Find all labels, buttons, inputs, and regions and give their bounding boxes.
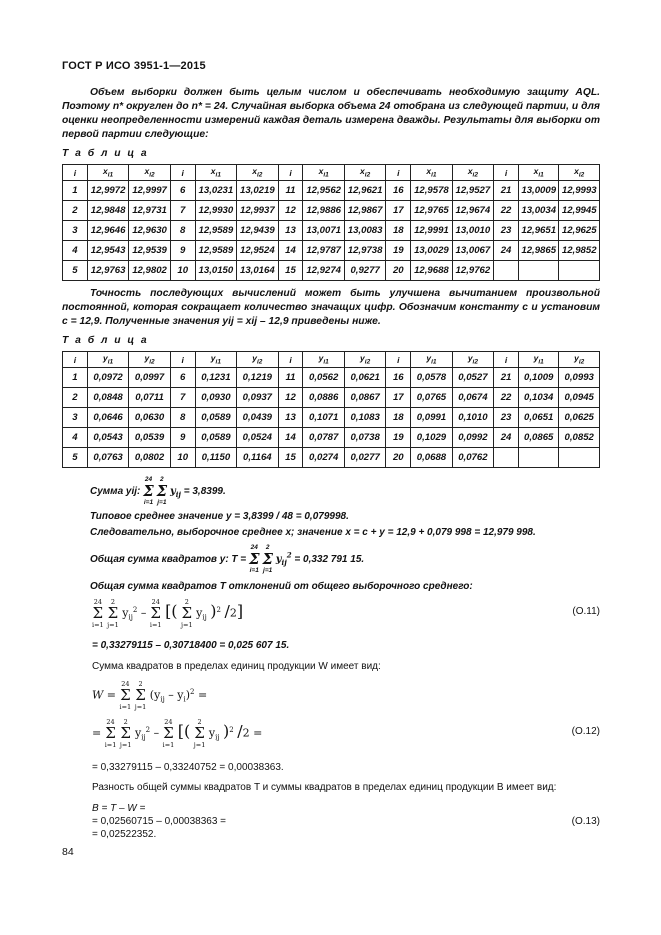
table2-header-row bbox=[63, 352, 600, 368]
table2-header-cell: i bbox=[170, 352, 195, 368]
table1-cell: 13,0009 bbox=[519, 181, 559, 201]
table1-cell: 2 bbox=[63, 201, 88, 221]
table1-cell: 7 bbox=[170, 201, 195, 221]
table2-row bbox=[63, 428, 600, 448]
table1-cell: 10 bbox=[170, 261, 195, 281]
table1-cell: 12,9589 bbox=[195, 221, 236, 241]
table1-cell: 23 bbox=[494, 221, 519, 241]
eq12-expression-2: = 24 Σ i=1 2 Σ j=1 $y_{ij}^2$ – 24 Σ i=1 [( 2 Σ j=1 $y_{ij}$ )$^2$ /2 = (O.12) bbox=[92, 718, 600, 749]
table2-cell: 18 bbox=[386, 408, 411, 428]
total-sq-sum-inner: 2 Σ j=1 bbox=[262, 544, 273, 574]
table1-header-cell: $x_{i2}$ bbox=[129, 165, 170, 181]
table1-cell: 13,0029 bbox=[411, 241, 452, 261]
table2-cell: 20 bbox=[386, 448, 411, 468]
table1-cell: 9 bbox=[170, 241, 195, 261]
table2-cell: 0,0992 bbox=[452, 428, 493, 448]
table2-cell: 0,0848 bbox=[87, 388, 128, 408]
table1-cell: 24 bbox=[494, 241, 519, 261]
page-header: ГОСТ Р ИСО 3951-1—2015 bbox=[62, 60, 206, 72]
table2-cell: 0,0993 bbox=[559, 368, 600, 388]
table1-cell: 12,9762 bbox=[452, 261, 493, 281]
table2-cell: 0,0865 bbox=[519, 428, 559, 448]
table2-cell bbox=[559, 448, 600, 468]
table1-row bbox=[63, 221, 600, 241]
table2-cell: 0,1164 bbox=[237, 448, 278, 468]
eq13-number: (O.13) bbox=[571, 816, 600, 827]
eq11-number: (O.11) bbox=[572, 606, 600, 617]
table2-cell: 0,0852 bbox=[559, 428, 600, 448]
table2-header-cell: $y_{i1}$ bbox=[195, 352, 236, 368]
table2-cell: 0,0630 bbox=[129, 408, 170, 428]
table2-header-cell: $y_{i2}$ bbox=[559, 352, 600, 368]
table1-cell: 12,9852 bbox=[559, 241, 600, 261]
table2-cell: 0,1150 bbox=[195, 448, 236, 468]
table1-cell: 13,0067 bbox=[452, 241, 493, 261]
table2-cell: 10 bbox=[170, 448, 195, 468]
table1-cell: 12,9993 bbox=[559, 181, 600, 201]
table2-cell: 0,0589 bbox=[195, 428, 236, 448]
table2-cell: 0,1083 bbox=[344, 408, 385, 428]
table1-caption: Т а б л и ц а bbox=[62, 148, 149, 159]
table1-cell: 20 bbox=[386, 261, 411, 281]
table2-cell: 0,0621 bbox=[344, 368, 385, 388]
sum-symbol-inner: 2 Σ j=1 bbox=[156, 476, 168, 506]
table2-cell: 12 bbox=[278, 388, 303, 408]
table1-header-cell: $x_{i1}$ bbox=[87, 165, 128, 181]
sum-formula: Сумма yij: 24 Σ i=1 2 Σ j=1 $y_{ij} = 3,8399$. bbox=[90, 476, 226, 506]
table1-cell: 6 bbox=[170, 181, 195, 201]
table1-cell: 13,0164 bbox=[237, 261, 278, 281]
table2-cell: 0,0646 bbox=[87, 408, 128, 428]
table2-cell: 15 bbox=[278, 448, 303, 468]
table2-cell: 0,0738 bbox=[344, 428, 385, 448]
sum-label: Сумма yij: bbox=[90, 486, 141, 498]
table2-cell: 0,0274 bbox=[303, 448, 344, 468]
table2-cell: 5 bbox=[63, 448, 88, 468]
table1-header-cell: $x_{i2}$ bbox=[344, 165, 385, 181]
table1-cell: 13,0010 bbox=[452, 221, 493, 241]
table1-header-cell: i bbox=[170, 165, 195, 181]
table2-cell: 3 bbox=[63, 408, 88, 428]
middle-paragraph: Точность последующих вычислений может быть улучшена вычитанием произвольной постоянной, которая сокращает количество значащих цифр. Обозначим константу с и установим с = 12,9. Полученные значения yij = xij – 12,9 приведены ниже. bbox=[62, 288, 600, 327]
table2-cell: 8 bbox=[170, 408, 195, 428]
table1-cell: 12,9886 bbox=[303, 201, 344, 221]
table1-cell: 12,9930 bbox=[195, 201, 236, 221]
table2-cell: 0,0524 bbox=[237, 428, 278, 448]
table2-cell: 0,1071 bbox=[303, 408, 344, 428]
eq13-line2: = 0,02560715 – 0,00038363 = bbox=[92, 816, 227, 827]
table1-cell: 15 bbox=[278, 261, 303, 281]
table1-header-cell: i bbox=[386, 165, 411, 181]
table2-cell: 0,0625 bbox=[559, 408, 600, 428]
table2-cell: 9 bbox=[170, 428, 195, 448]
table2-cell: 0,0972 bbox=[87, 368, 128, 388]
table1-cell: 12,9527 bbox=[452, 181, 493, 201]
table2-cell: 0,0763 bbox=[87, 448, 128, 468]
table1-cell: 12,9991 bbox=[411, 221, 452, 241]
table2-cell: 0,0589 bbox=[195, 408, 236, 428]
table1-cell: 12,9731 bbox=[129, 201, 170, 221]
table2-cell: 19 bbox=[386, 428, 411, 448]
table1-cell: 0,9277 bbox=[344, 261, 385, 281]
within-label: Сумма квадратов в пределах единиц продукции W имеет вид: bbox=[92, 661, 381, 672]
table2-cell: 0,0930 bbox=[195, 388, 236, 408]
table1-cell: 12,9539 bbox=[129, 241, 170, 261]
total-sq-formula: Общая сумма квадратов y: T = 24 Σ i=1 2 Σ j=1 $y_{ij}^2 = 0,332$ 791 15. bbox=[90, 544, 365, 574]
table1-cell: 12,9625 bbox=[559, 221, 600, 241]
table1-cell: 12,9848 bbox=[87, 201, 128, 221]
table1-cell: 22 bbox=[494, 201, 519, 221]
table1-header-cell: $x_{i2}$ bbox=[237, 165, 278, 181]
table2-cell: 16 bbox=[386, 368, 411, 388]
table2-cell: 0,1219 bbox=[237, 368, 278, 388]
between-label: Разность общей суммы квадратов T и суммы квадратов в пределах единиц продукции B имеет вид: bbox=[92, 782, 557, 793]
table2-header-cell: $y_{i1}$ bbox=[411, 352, 452, 368]
table2-cell: 0,0886 bbox=[303, 388, 344, 408]
table2-row bbox=[63, 408, 600, 428]
table1-cell: 12,9997 bbox=[129, 181, 170, 201]
table1-cell bbox=[494, 261, 519, 281]
table2-cell bbox=[494, 448, 519, 468]
eq11-expression: 24 Σ i=1 2 Σ j=1 $y_{ij}^2$ – 24 Σ i=1 [( 2 Σ j=1 $y_{ij}$ )$^2$ /2] (O.11) bbox=[92, 598, 600, 629]
table1-cell: 3 bbox=[63, 221, 88, 241]
table2-cell: 0,0651 bbox=[519, 408, 559, 428]
total-sq-value: = 0,332 791 15. bbox=[294, 554, 365, 566]
table1-cell: 12,9524 bbox=[237, 241, 278, 261]
table1-cell: 1 bbox=[63, 181, 88, 201]
table2-cell: 14 bbox=[278, 428, 303, 448]
table2-cell: 0,0762 bbox=[452, 448, 493, 468]
table1-row bbox=[63, 181, 600, 201]
table1-cell: 12,9646 bbox=[87, 221, 128, 241]
table1-cell: 19 bbox=[386, 241, 411, 261]
eq13-line3: = 0,02522352. bbox=[92, 829, 157, 840]
table1-cell: 11 bbox=[278, 181, 303, 201]
table1-header-cell: $x_{i2}$ bbox=[559, 165, 600, 181]
table2-row bbox=[63, 448, 600, 468]
table1-header-cell: i bbox=[278, 165, 303, 181]
table2-row bbox=[63, 388, 600, 408]
table2-header-cell: $y_{i1}$ bbox=[519, 352, 559, 368]
table2-header-cell: $y_{i1}$ bbox=[303, 352, 344, 368]
table1-cell: 12,9674 bbox=[452, 201, 493, 221]
table1-cell: 16 bbox=[386, 181, 411, 201]
eq12-number: (O.12) bbox=[571, 726, 600, 737]
table2-cell: 0,0802 bbox=[129, 448, 170, 468]
table2-cell: 2 bbox=[63, 388, 88, 408]
table1-cell: 13 bbox=[278, 221, 303, 241]
table2-cell: 0,1231 bbox=[195, 368, 236, 388]
table1 bbox=[62, 164, 600, 281]
table1-cell bbox=[519, 261, 559, 281]
table2-cell: 0,0711 bbox=[129, 388, 170, 408]
table1-cell: 12,9578 bbox=[411, 181, 452, 201]
table2-cell: 0,0997 bbox=[129, 368, 170, 388]
table2-cell: 0,0439 bbox=[237, 408, 278, 428]
table2-header-cell: $y_{i1}$ bbox=[87, 352, 128, 368]
sum-symbol-outer: 24 Σ i=1 bbox=[143, 476, 154, 506]
table2-cell: 0,0527 bbox=[452, 368, 493, 388]
table1-cell: 12,9630 bbox=[129, 221, 170, 241]
table2 bbox=[62, 351, 600, 468]
table1-cell bbox=[559, 261, 600, 281]
table2-header-cell: $y_{i2}$ bbox=[452, 352, 493, 368]
table2-cell: 0,1034 bbox=[519, 388, 559, 408]
table2-cell: 1 bbox=[63, 368, 88, 388]
table1-cell: 12,9688 bbox=[411, 261, 452, 281]
table2-row bbox=[63, 368, 600, 388]
intro-paragraph: Объем выборки должен быть целым числом и обеспечивать необходимую защиту AQL. Поэтому n* округлен до n* = 24. Случайная выборка объема 24 отобрана из следующей партии, и для оценки неопределенности измерений каждая деталь измерена дважды. Результаты для выборки от первой партии следующие: bbox=[62, 87, 600, 140]
table2-cell: 6 bbox=[170, 368, 195, 388]
table1-cell: 13,0219 bbox=[237, 181, 278, 201]
document-body bbox=[62, 86, 600, 841]
table2-header-cell: $y_{i2}$ bbox=[129, 352, 170, 368]
table1-cell: 13,0034 bbox=[519, 201, 559, 221]
eq13-line1: B = T – W = bbox=[92, 803, 146, 814]
table1-row bbox=[63, 201, 600, 221]
table1-cell: 12,9738 bbox=[344, 241, 385, 261]
table2-cell: 21 bbox=[494, 368, 519, 388]
table1-cell: 12,9621 bbox=[344, 181, 385, 201]
table1-row bbox=[63, 241, 600, 261]
table1-cell: 12,9945 bbox=[559, 201, 600, 221]
table1-cell: 21 bbox=[494, 181, 519, 201]
table1-cell: 12,9274 bbox=[303, 261, 344, 281]
table1-cell: 12,9787 bbox=[303, 241, 344, 261]
table2-cell: 0,0578 bbox=[411, 368, 452, 388]
table1-cell: 12,9543 bbox=[87, 241, 128, 261]
eq13-block bbox=[92, 802, 600, 841]
table1-cell: 12,9562 bbox=[303, 181, 344, 201]
table2-cell: 0,1010 bbox=[452, 408, 493, 428]
table1-cell: 4 bbox=[63, 241, 88, 261]
table2-cell: 17 bbox=[386, 388, 411, 408]
table2-cell: 22 bbox=[494, 388, 519, 408]
table2-cell: 23 bbox=[494, 408, 519, 428]
table2-header-cell: $y_{i2}$ bbox=[344, 352, 385, 368]
table1-cell: 13,0083 bbox=[344, 221, 385, 241]
table1-header-cell: $x_{i1}$ bbox=[519, 165, 559, 181]
table1-cell: 12,9802 bbox=[129, 261, 170, 281]
table2-cell: 7 bbox=[170, 388, 195, 408]
table1-cell: 12 bbox=[278, 201, 303, 221]
table1-header-cell: i bbox=[63, 165, 88, 181]
table2-cell: 4 bbox=[63, 428, 88, 448]
table1-cell: 12,9937 bbox=[237, 201, 278, 221]
table1-cell: 12,9651 bbox=[519, 221, 559, 241]
eq12-result: = 0,33279115 – 0,33240752 = 0,00038363. bbox=[92, 762, 284, 773]
eq12-expression-1: W = 24 Σ i=1 2 Σ j=1 $(y_{ij} - y_i)^2$ = bbox=[92, 680, 208, 711]
table2-cell: 0,0543 bbox=[87, 428, 128, 448]
table2-cell: 0,0787 bbox=[303, 428, 344, 448]
total-dev-label: Общая сумма квадратов T отклонений от общего выборочного среднего: bbox=[90, 581, 473, 592]
eq11-result: = 0,33279115 – 0,30718400 = 0,025 607 15. bbox=[92, 640, 290, 651]
page-number: 84 bbox=[62, 846, 74, 858]
table2-cell: 0,0562 bbox=[303, 368, 344, 388]
table1-cell: 12,9763 bbox=[87, 261, 128, 281]
total-sq-label: Общая сумма квадратов y: T = bbox=[90, 554, 247, 566]
table1-cell: 12,9867 bbox=[344, 201, 385, 221]
table1-cell: 18 bbox=[386, 221, 411, 241]
table1-cell: 13,0071 bbox=[303, 221, 344, 241]
sum-value: = 3,8399. bbox=[183, 486, 226, 498]
sample-mean-formula: Следовательно, выборочное среднее x; значение x = c + y = 12,9 + 0,079 998 = 12,979 998. bbox=[90, 527, 536, 538]
table1-cell: 12,9589 bbox=[195, 241, 236, 261]
table2-cell: 0,0539 bbox=[129, 428, 170, 448]
table1-cell: 12,9972 bbox=[87, 181, 128, 201]
table2-header-cell: i bbox=[386, 352, 411, 368]
table2-cell: 13 bbox=[278, 408, 303, 428]
table2-cell: 11 bbox=[278, 368, 303, 388]
table1-row bbox=[63, 261, 600, 281]
table1-cell: 13,0231 bbox=[195, 181, 236, 201]
table1-cell: 13,0150 bbox=[195, 261, 236, 281]
table2-header-cell: i bbox=[494, 352, 519, 368]
table1-cell: 12,9439 bbox=[237, 221, 278, 241]
table1-header-cell: $x_{i1}$ bbox=[195, 165, 236, 181]
table2-cell: 0,0765 bbox=[411, 388, 452, 408]
table1-header-cell: $x_{i2}$ bbox=[452, 165, 493, 181]
table2-cell: 0,0277 bbox=[344, 448, 385, 468]
table2-cell: 0,0945 bbox=[559, 388, 600, 408]
table2-cell: 24 bbox=[494, 428, 519, 448]
table1-header-cell: i bbox=[494, 165, 519, 181]
table2-caption: Т а б л и ц а bbox=[62, 335, 149, 346]
table2-cell: 0,0991 bbox=[411, 408, 452, 428]
table1-cell: 14 bbox=[278, 241, 303, 261]
table2-cell: 0,0867 bbox=[344, 388, 385, 408]
table2-cell bbox=[519, 448, 559, 468]
table1-header-row bbox=[63, 165, 600, 181]
formula-block bbox=[62, 476, 600, 841]
total-sq-sum-outer: 24 Σ i=1 bbox=[248, 544, 260, 574]
table1-cell: 12,9865 bbox=[519, 241, 559, 261]
table1-cell: 12,9765 bbox=[411, 201, 452, 221]
table1-header-cell: $x_{i1}$ bbox=[411, 165, 452, 181]
table2-cell: 0,1009 bbox=[519, 368, 559, 388]
table2-cell: 0,0674 bbox=[452, 388, 493, 408]
table2-header-cell: $y_{i2}$ bbox=[237, 352, 278, 368]
table2-cell: 0,0688 bbox=[411, 448, 452, 468]
table2-cell: 0,1029 bbox=[411, 428, 452, 448]
mean-formula: Типовое среднее значение y = 3,8399 / 48 = 0,079998. bbox=[90, 511, 349, 522]
table1-cell: 17 bbox=[386, 201, 411, 221]
table2-cell: 0,0937 bbox=[237, 388, 278, 408]
table1-header-cell: $x_{i1}$ bbox=[303, 165, 344, 181]
table1-cell: 5 bbox=[63, 261, 88, 281]
table2-header-cell: i bbox=[63, 352, 88, 368]
table1-cell: 8 bbox=[170, 221, 195, 241]
table2-header-cell: i bbox=[278, 352, 303, 368]
